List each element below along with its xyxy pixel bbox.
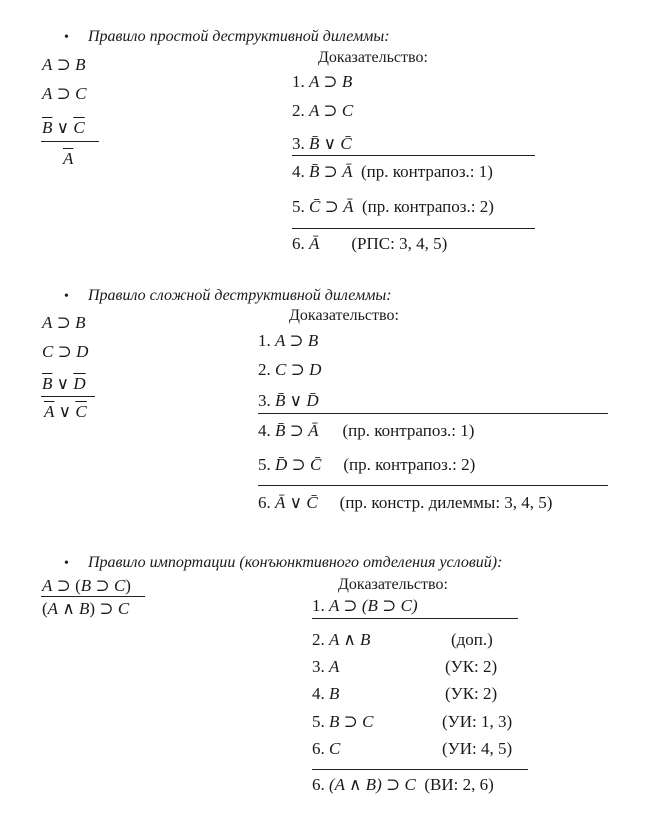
proof-step <box>292 73 352 90</box>
var: B <box>75 55 86 74</box>
proof-separator <box>312 769 528 770</box>
proof-step <box>292 198 494 215</box>
proof-step <box>292 102 353 119</box>
op: ∨ <box>54 402 76 421</box>
step-number: 1. <box>312 596 325 615</box>
step-formula: A ⊃ B <box>275 331 319 350</box>
step-formula: B̄ ∨ C̄ <box>309 134 352 153</box>
step-number: 6. <box>312 739 325 758</box>
step-justification: (УИ: 4, 5) <box>442 739 513 758</box>
step-justification: (ВИ: 2, 6) <box>424 775 494 794</box>
var: B <box>75 313 86 332</box>
conclusion <box>42 600 129 617</box>
var: $\overline{A}$ <box>63 149 74 168</box>
step-formula: A ⊃ B <box>309 72 353 91</box>
var: A <box>42 313 53 332</box>
op: ( <box>42 599 48 618</box>
step-number: 6. <box>292 234 305 253</box>
proof-step <box>258 392 319 409</box>
step-number: 6. <box>258 493 271 512</box>
step-number: 5. <box>258 455 271 474</box>
var: C <box>75 84 87 103</box>
step-number: 5. <box>312 712 325 731</box>
step-justification: (пр. контрапоз.: 1) <box>342 421 475 440</box>
step-formula: B̄ ⊃ Ā <box>309 162 353 181</box>
proof-header: Доказательство: <box>338 576 448 593</box>
proof-step <box>312 685 339 702</box>
proof-step <box>258 494 552 511</box>
var: D <box>76 342 89 361</box>
step-number: 5. <box>292 197 305 216</box>
conclusion <box>63 150 73 167</box>
step-formula: (A ∧ B) ⊃ C <box>329 775 416 794</box>
proof-header: Доказательство: <box>318 49 428 66</box>
proof-step <box>258 422 474 439</box>
step-justification: (УК: 2) <box>445 684 498 703</box>
step-formula: B ⊃ C <box>329 712 374 731</box>
var: A <box>42 576 53 595</box>
bullet: • <box>64 556 69 571</box>
step-justification: (пр. контрапоз.: 1) <box>361 162 493 181</box>
step-number: 3. <box>258 391 271 410</box>
op: ) <box>125 576 131 595</box>
inference-line <box>41 396 95 397</box>
step-formula: Ā <box>309 234 320 253</box>
step-formula: C ⊃ D <box>275 360 322 379</box>
proof-separator <box>292 155 535 156</box>
op: ⊃ <box>52 84 76 103</box>
premise-2 <box>42 343 88 360</box>
proof-header: Доказательство: <box>289 307 399 324</box>
op: ∧ <box>58 599 80 618</box>
step-justification: (УК: 2) <box>445 657 498 676</box>
var: B <box>79 599 90 618</box>
proof-separator <box>312 618 518 619</box>
premise-1 <box>42 56 86 73</box>
op: ∨ <box>52 118 74 137</box>
var: $\overline{C}$ <box>75 402 87 421</box>
proof-separator <box>258 485 608 486</box>
proof-step <box>312 631 370 648</box>
step-formula: C̄ ⊃ Ā <box>309 197 354 216</box>
var: B <box>80 576 92 595</box>
op: ⊃ <box>53 342 77 361</box>
step-justification: (пр. контрапоз.: 2) <box>343 455 476 474</box>
step-justification: (доп.) <box>451 630 493 649</box>
proof-step <box>312 740 340 757</box>
proof-step <box>258 456 475 473</box>
section-title: Правило сложной деструктивной дилеммы: <box>88 287 392 304</box>
step-number: 2. <box>292 101 305 120</box>
step-justification: (пр. контрапоз.: 2) <box>361 197 494 216</box>
step-formula: A ⊃ C <box>309 101 354 120</box>
op: ) ⊃ <box>89 599 118 618</box>
var: A <box>42 55 53 74</box>
op: ⊃ ( <box>52 576 81 595</box>
conclusion <box>44 403 87 420</box>
op: ⊃ <box>52 55 76 74</box>
step-formula: B <box>329 684 340 703</box>
step-number: 1. <box>258 331 271 350</box>
step-number: 4. <box>292 162 305 181</box>
section-title: Правило импортации (конъюнктивного отделения условий): <box>88 554 503 571</box>
step-formula: Ā ∨ C̄ <box>275 493 318 512</box>
var: $\overline{B}$ <box>42 118 53 137</box>
var: C <box>113 576 126 595</box>
step-formula: A ⊃ (B ⊃ C) <box>329 596 418 615</box>
proof-step <box>292 235 447 252</box>
proof-step <box>258 332 318 349</box>
var: $\overline{B}$ <box>42 374 53 393</box>
premise-1 <box>42 577 131 594</box>
step-number: 6. <box>312 775 325 794</box>
op: ⊃ <box>52 313 76 332</box>
step-number: 3. <box>292 134 305 153</box>
var: C <box>42 342 54 361</box>
step-formula: B̄ ⊃ Ā <box>275 421 319 440</box>
premise-2 <box>42 85 86 102</box>
proof-step <box>258 361 321 378</box>
op: ∨ <box>52 374 74 393</box>
var: $\overline{A}$ <box>44 402 55 421</box>
inference-line <box>41 596 145 597</box>
var: $\overline{C}$ <box>73 118 85 137</box>
step-number: 4. <box>258 421 271 440</box>
bullet: • <box>64 30 69 45</box>
inference-line <box>41 141 99 142</box>
step-formula: C <box>329 739 341 758</box>
step-formula: B̄ ∨ D̄ <box>275 391 319 410</box>
step-number: 2. <box>258 360 271 379</box>
step-justification: (пр. констр. дилеммы: 3, 4, 5) <box>339 493 553 512</box>
step-justification: (УИ: 1, 3) <box>442 712 513 731</box>
proof-step <box>292 135 352 152</box>
step-justification: (РПС: 3, 4, 5) <box>351 234 448 253</box>
proof-separator <box>292 228 535 229</box>
proof-step <box>292 163 493 180</box>
step-formula: A <box>329 657 340 676</box>
var: A <box>42 84 53 103</box>
section-title: Правило простой деструктивной дилеммы: <box>88 28 390 45</box>
step-formula: A ∧ B <box>329 630 371 649</box>
proof-separator <box>258 413 608 414</box>
var: $\overline{D}$ <box>73 374 86 393</box>
proof-step <box>312 776 494 793</box>
proof-step <box>312 713 373 730</box>
var: C <box>117 599 130 618</box>
premise-3 <box>42 119 85 136</box>
var: A <box>47 599 59 618</box>
proof-step <box>312 658 339 675</box>
step-number: 1. <box>292 72 305 91</box>
premise-1 <box>42 314 86 331</box>
bullet: • <box>64 289 69 304</box>
premise-3 <box>42 375 86 392</box>
step-number: 4. <box>312 684 325 703</box>
step-number: 2. <box>312 630 325 649</box>
proof-step <box>312 597 418 614</box>
step-formula: D̄ ⊃ C̄ <box>275 455 322 474</box>
op: ⊃ <box>91 576 114 595</box>
step-number: 3. <box>312 657 325 676</box>
